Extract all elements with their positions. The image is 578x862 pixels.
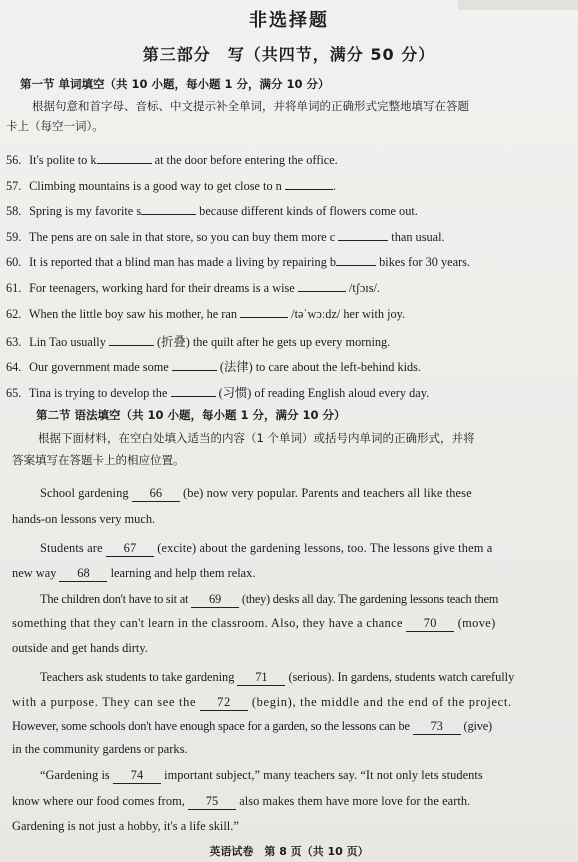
item-text-after: /tʃɔɪs/. [345, 281, 380, 295]
passage-text: (begin), the middle and the end of the project. [248, 695, 512, 709]
gap-number: 66 [132, 486, 180, 502]
passage-line [12, 719, 492, 735]
passage-text: Gardening is not just a hobby, it's a life skill.” [12, 819, 239, 833]
passage-line [12, 794, 470, 810]
passage-line [40, 486, 472, 502]
passage-text: outside and get hands dirty. [12, 641, 148, 655]
word-fill-item [6, 178, 336, 194]
item-text-before: The pens are on sale in that store, so you can buy them more c [26, 230, 339, 244]
item-text-after: (习惯) of reading English aloud every day. [215, 386, 430, 400]
passage-text: (they) desks all day. The gardening lessons teach them [238, 592, 499, 606]
gap-number: 67 [106, 541, 154, 557]
item-text-before: It's polite to k [26, 153, 97, 167]
answer-blank [171, 385, 216, 397]
passage-text: with a purpose. They can see the [12, 695, 201, 709]
item-text-before: It is reported that a blind man has made a living by repairing b [26, 255, 337, 269]
section2-instructions-1: 根据下面材料，在空白处填入适当的内容（1 个单词）或括号内单词的正确形式，并将 [38, 431, 475, 445]
answer-blank [336, 254, 376, 266]
item-number: 64. [6, 360, 22, 374]
passage-line [40, 541, 492, 557]
answer-blank [172, 359, 217, 371]
passage-text: (give) [460, 719, 492, 733]
item-text-after: /təˈwɔːdz/ her with joy. [288, 307, 406, 321]
passage-text: important subject,” many teachers say. “It not only lets students [160, 768, 483, 782]
item-text-before: Spring is my favorite s [26, 204, 142, 218]
gap-number: 73 [413, 719, 461, 735]
passage-text: Students are [40, 541, 106, 555]
passage-text: hands-on lessons very much. [12, 512, 156, 526]
item-number: 58. [6, 204, 22, 218]
passage-text: Teachers ask students to take gardening [40, 670, 238, 684]
answer-blank [141, 203, 196, 215]
answer-blank [338, 229, 388, 241]
word-fill-item [6, 357, 421, 375]
section2-instructions-2: 答案填写在答题卡上的相应位置。 [12, 453, 185, 467]
passage-line [12, 742, 188, 757]
passage-text: (be) now very popular. Parents and teachers all like these [179, 486, 472, 500]
item-number: 65. [6, 386, 22, 400]
passage-line [12, 819, 239, 834]
answer-blank [240, 306, 288, 318]
gap-number: 69 [191, 592, 239, 608]
passage-text: (serious). In gardens, students watch carefully [285, 670, 515, 684]
gap-number: 75 [188, 794, 236, 810]
passage-text: learning and help them relax. [107, 566, 256, 580]
answer-blank [97, 152, 152, 164]
item-text-after: (折叠) the quilt after he gets up every morning. [153, 335, 391, 349]
answer-blank [109, 334, 154, 346]
word-fill-item [6, 332, 390, 350]
passage-line [40, 592, 498, 608]
item-text-after: . [332, 179, 336, 193]
item-text-before: When the little boy saw his mother, he ran [26, 307, 241, 321]
item-text-before: Climbing mountains is a good way to get close to n [26, 179, 285, 193]
page-title: 非选择题 [249, 10, 329, 31]
passage-text: in the community gardens or parks. [12, 742, 188, 756]
item-number: 57. [6, 179, 22, 193]
gap-number: 70 [406, 616, 454, 632]
passage-text: new way [12, 566, 60, 580]
passage-text: School gardening [40, 486, 132, 500]
word-fill-item [6, 152, 338, 168]
part-title: 第三部分 写（共四节，满分 50 分） [142, 45, 436, 64]
item-number: 60. [6, 255, 22, 269]
passage-text: However, some schools don't have enough space for a garden, so the lessons can be [12, 719, 413, 733]
passage-line [40, 768, 483, 784]
word-fill-item [6, 280, 380, 296]
section1-instructions-1: 根据句意和首字母、音标、中文提示补全单词，并将单词的正确形式完整地填写在答题 [32, 99, 469, 113]
item-number: 63. [6, 335, 22, 349]
word-fill-item [6, 254, 470, 270]
section2-heading: 第二节 语法填空（共 10 小题，每小题 1 分，满分 10 分） [36, 408, 346, 422]
passage-line [12, 616, 496, 632]
gap-number: 71 [237, 670, 285, 686]
item-text-after: at the door before entering the office. [151, 153, 338, 167]
passage-text: (excite) about the gardening lessons, too. The lessons give them a [153, 541, 493, 555]
item-text-before: Tina is trying to develop the [26, 386, 171, 400]
item-number: 56. [6, 153, 22, 167]
passage-text: “Gardening is [40, 768, 113, 782]
item-text-after: bikes for 30 years. [376, 255, 470, 269]
item-number: 61. [6, 281, 22, 295]
page-footer: 英语试卷 第 8 页（共 10 页） [209, 845, 369, 858]
answer-blank [285, 178, 333, 190]
item-text-after: than usual. [388, 230, 445, 244]
section1-instructions-2: 卡上（每空一词）。 [6, 119, 104, 133]
word-fill-item [6, 229, 445, 245]
passage-text: know where our food comes from, [12, 794, 189, 808]
word-fill-item [6, 306, 405, 322]
section1-heading: 第一节 单词填空（共 10 小题，每小题 1 分，满分 10 分） [20, 77, 330, 91]
passage-text: (move) [454, 616, 496, 630]
item-text-before: Our government made some [26, 360, 172, 374]
answer-blank [298, 280, 346, 292]
item-text-before: For teenagers, working hard for their dreams is a wise [26, 281, 298, 295]
word-fill-item [6, 383, 429, 401]
gap-number: 68 [59, 566, 107, 582]
word-fill-item [6, 203, 418, 219]
passage-line [40, 670, 514, 686]
item-text-after: because different kinds of flowers come out. [196, 204, 418, 218]
passage-line [12, 641, 148, 656]
passage-text: also makes them have more love for the earth. [236, 794, 471, 808]
passage-line [12, 566, 255, 582]
item-number: 62. [6, 307, 22, 321]
passage-text: The children don't have to sit at [40, 592, 191, 606]
gap-number: 74 [113, 768, 161, 784]
item-text-after: (法律) to care about the left-behind kids. [216, 360, 422, 374]
gap-number: 72 [200, 695, 248, 711]
item-number: 59. [6, 230, 22, 244]
passage-line [12, 695, 512, 711]
passage-line [12, 512, 155, 527]
item-text-before: Lin Tao usually [26, 335, 109, 349]
passage-text: something that they can't learn in the classroom. Also, they have a chance [12, 616, 407, 630]
